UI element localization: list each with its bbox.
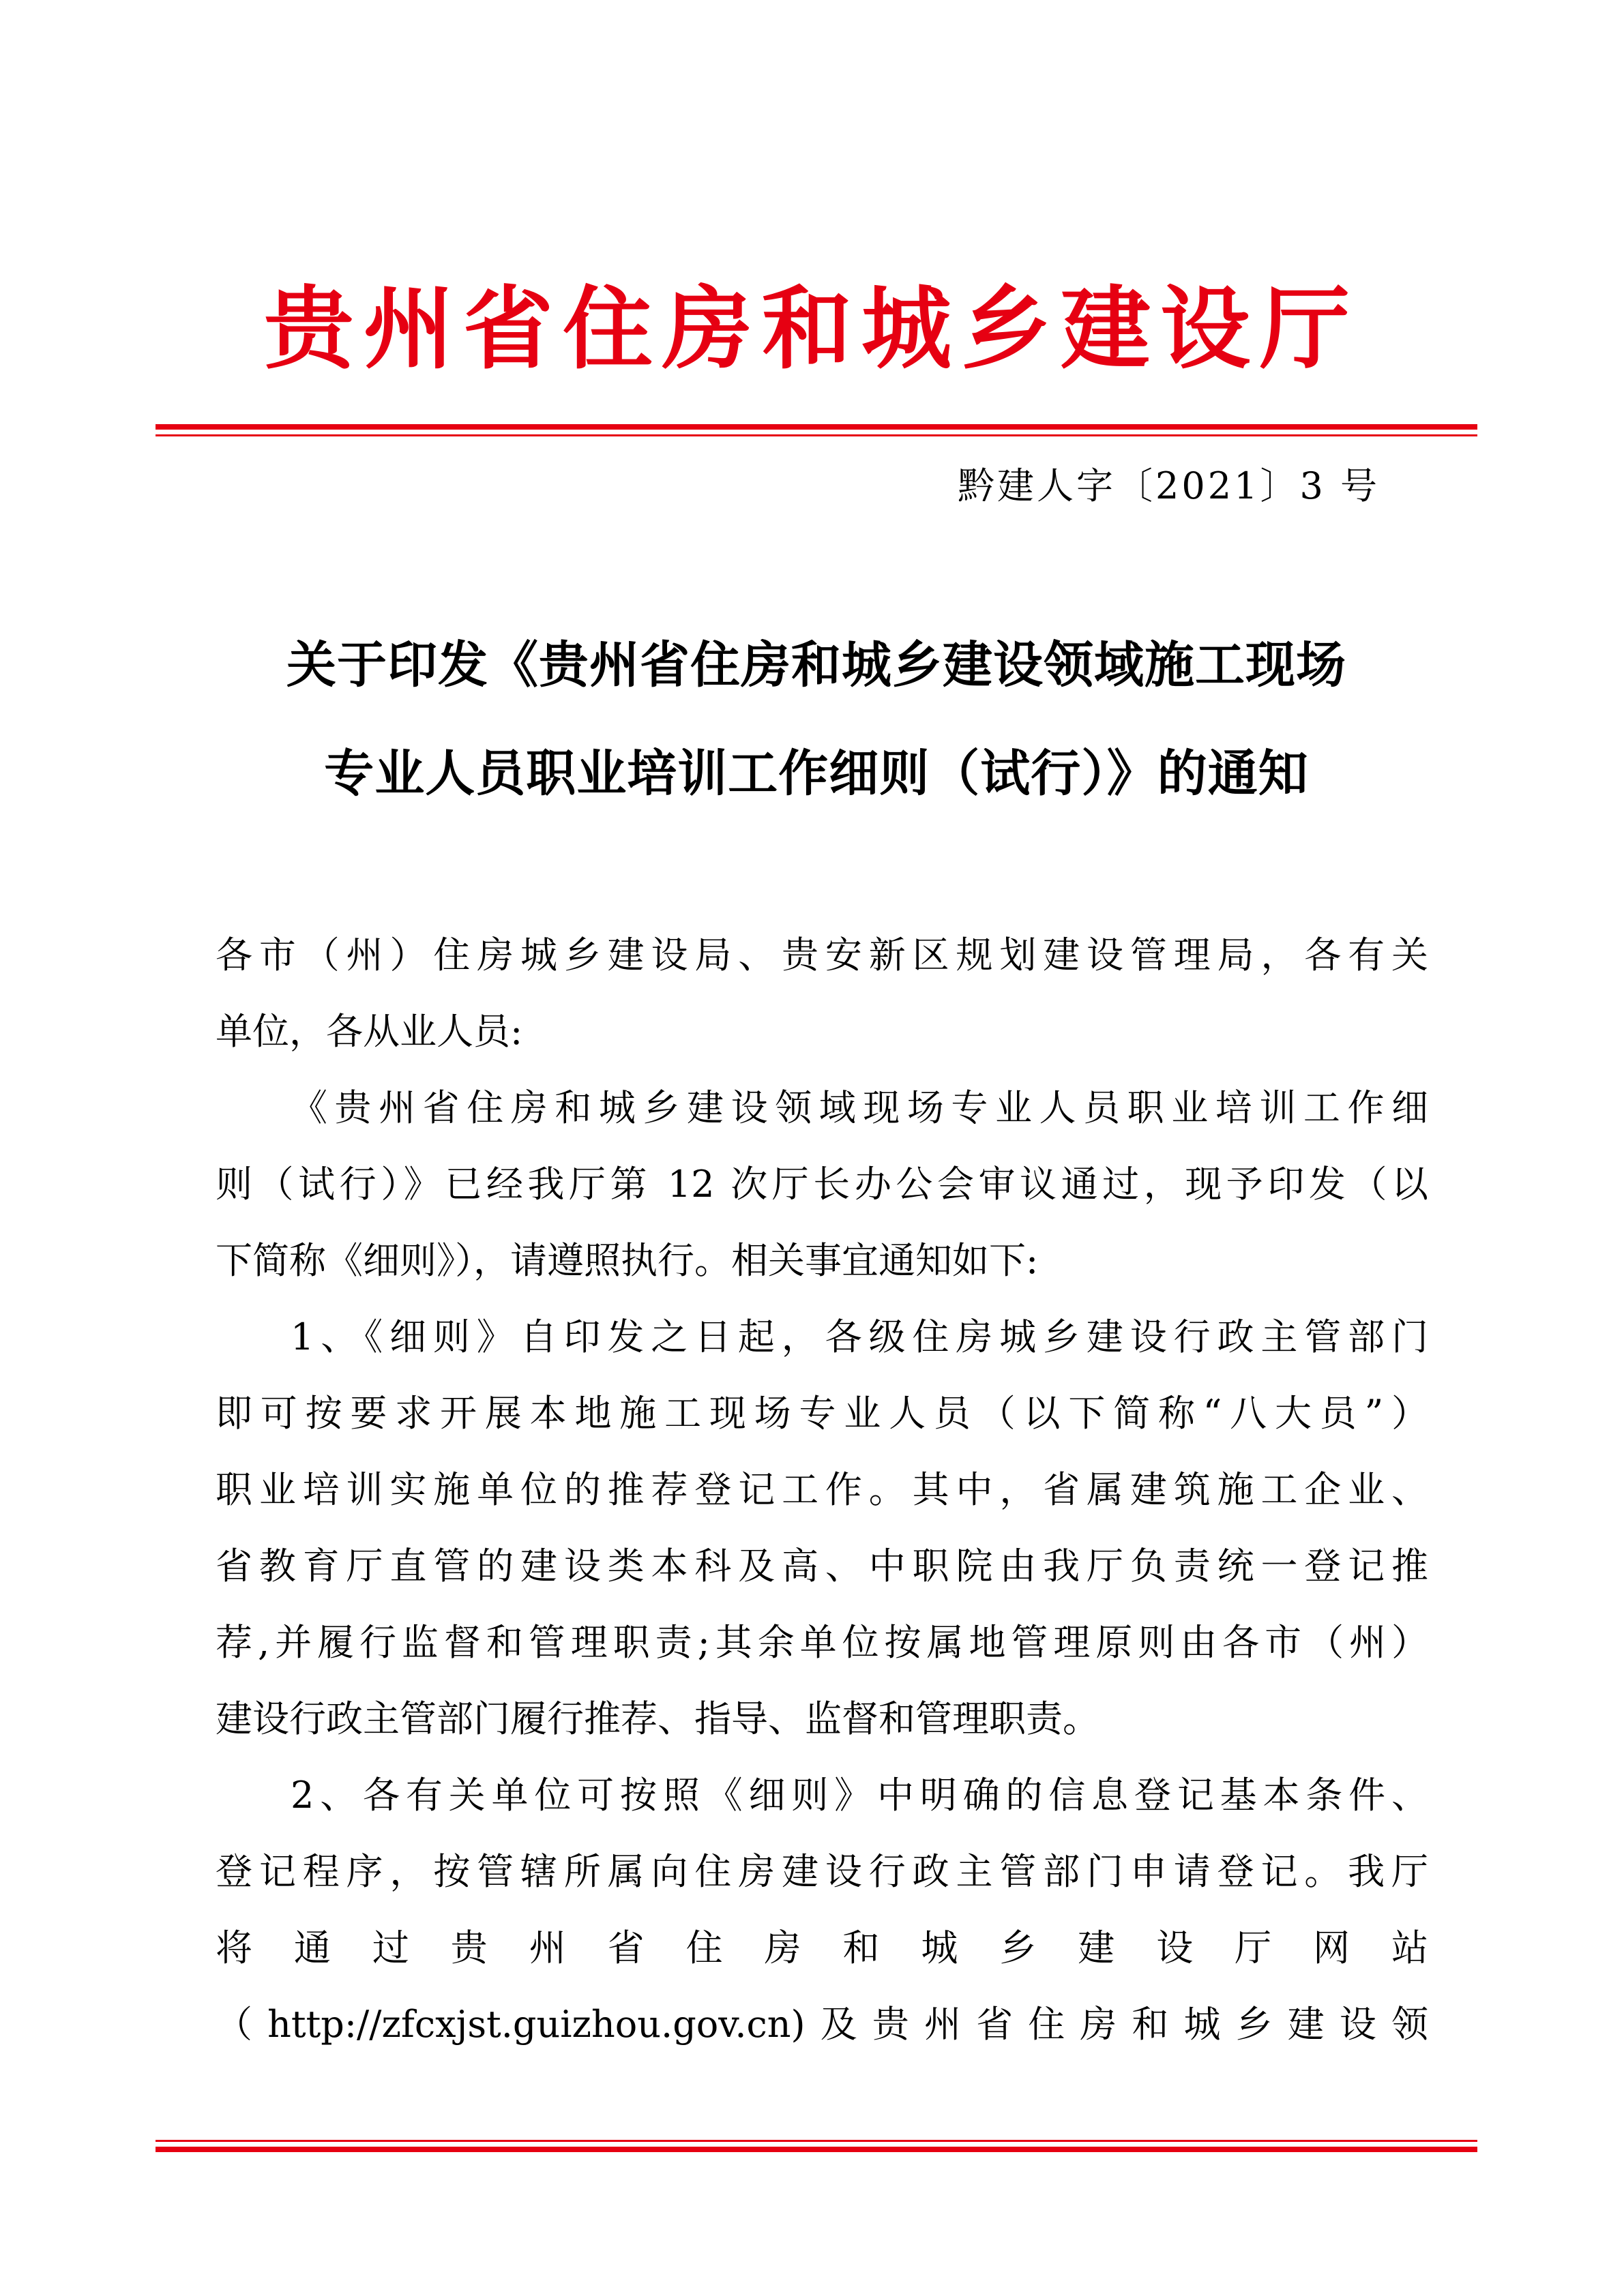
document-number: 黔建人字〔2021〕3 号 <box>958 464 1380 507</box>
agency-letterhead-title: 贵州省住房和城乡建设厅 <box>264 277 1359 382</box>
body-text-line: 下简称《细则》），请遵照执行。相关事宜通知如下: <box>216 1239 1039 1282</box>
body-text-line: 则（试行）》已经我厅第 12 次厅长办公会审议通过，现予印发（以 <box>216 1163 1428 1206</box>
body-text-line: 将通过贵州省住房和城乡建设厅网站 <box>216 1926 1428 1969</box>
letterhead-rule-thick <box>156 424 1477 430</box>
body-text-line: 即可按要求开展本地施工现场专业人员（以下简称“八大员”） <box>216 1392 1428 1435</box>
body-text-line: 《贵州省住房和城乡建设领域现场专业人员职业培训工作细 <box>291 1086 1428 1129</box>
body-text-line: 省教育厅直管的建设类本科及高、中职院由我厅负责统一登记推 <box>216 1545 1428 1587</box>
footer-rule-thin <box>156 2140 1477 2142</box>
body-text-line: 单位，各从业人员: <box>216 1010 523 1053</box>
notice-title-line: 关于印发《贵州省住房和城乡建设领域施工现场 <box>286 636 1346 694</box>
footer-rule-thick <box>156 2147 1477 2152</box>
body-text-line: 登记程序，按管辖所属向住房建设行政主管部门申请登记。我厅 <box>216 1850 1428 1893</box>
body-text-line: 荐,并履行监督和管理职责;其余单位按属地管理原则由各市（州） <box>216 1621 1428 1664</box>
notice-title-line: 专业人员职业培训工作细则（试行）》的通知 <box>324 744 1309 803</box>
letterhead-rule-thin <box>156 434 1477 436</box>
body-text-line: 1、《细则》自印发之日起，各级住房城乡建设行政主管部门 <box>291 1315 1428 1358</box>
body-text-line: 2、各有关单位可按照《细则》中明确的信息登记基本条件、 <box>291 1774 1428 1817</box>
body-text-line: 职业培训实施单位的推荐登记工作。其中，省属建筑施工企业、 <box>216 1468 1428 1511</box>
body-text-line: 建设行政主管部门履行推荐、指导、监督和管理职责。 <box>216 1697 1099 1740</box>
body-text-line: （http://zfcxjst.guizhou.gov.cn)及贵州省住房和城乡建设领 <box>216 2003 1428 2046</box>
body-text-line: 各市（州）住房城乡建设局、贵安新区规划建设管理局，各有关 <box>216 934 1428 976</box>
